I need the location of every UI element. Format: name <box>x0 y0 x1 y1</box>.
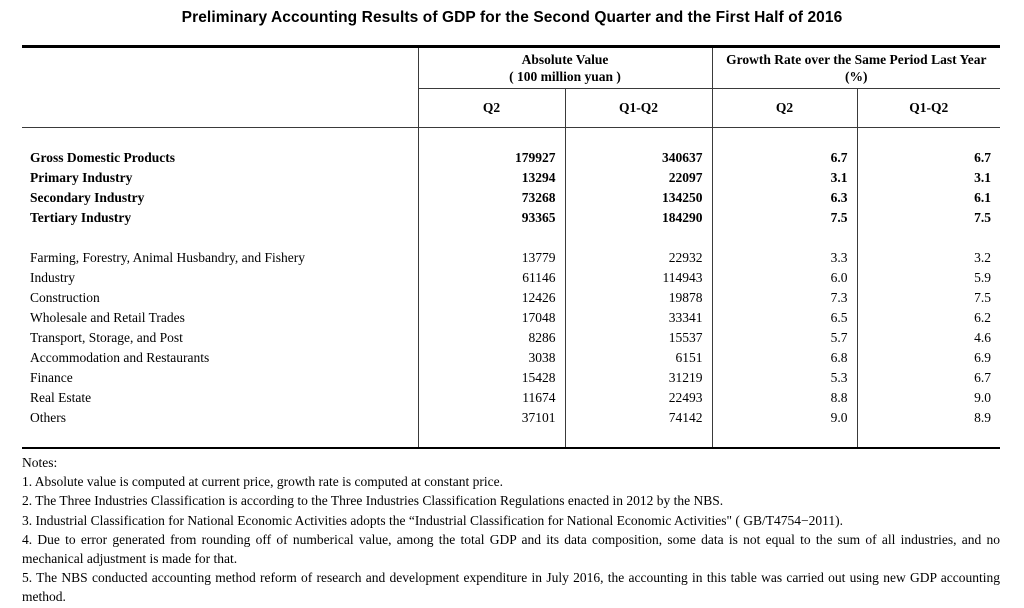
value-cell: 3.1 <box>712 168 857 188</box>
value-cell <box>857 228 1000 248</box>
value-cell: 6.9 <box>974 349 992 365</box>
value-cell: 7.3 <box>712 288 857 308</box>
row-label-cell: Finance <box>22 368 418 388</box>
group-header-row <box>22 47 1000 89</box>
value-cell: 5.3 <box>712 368 857 388</box>
row-label-cell: Real Estate <box>22 388 418 408</box>
value-cell: 17048 <box>418 308 565 328</box>
value-cell: 5.9 <box>974 269 992 285</box>
value-cell: 114943 <box>565 268 712 288</box>
table-row <box>22 388 1000 408</box>
notes-section <box>22 453 1000 607</box>
value-cell: 73268 <box>418 188 565 208</box>
row-label-cell: Construction <box>22 288 418 308</box>
value-cell: 6.7 <box>974 149 992 165</box>
value-cell <box>418 428 565 448</box>
value-cell: 13779 <box>418 248 565 268</box>
value-cell: 8.8 <box>712 388 857 408</box>
value-cell: 19878 <box>565 288 712 308</box>
value-cell: 340637 <box>565 148 712 168</box>
value-cell: 9.0 <box>974 389 992 405</box>
row-label-cell: Gross Domestic Products <box>22 148 418 168</box>
value-cell: 3038 <box>418 348 565 368</box>
table-row <box>22 168 1000 188</box>
value-cell: 74142 <box>565 408 712 428</box>
row-label-cell: Secondary Industry <box>22 188 418 208</box>
value-cell: 6.3 <box>712 188 857 208</box>
growth-rate-title: Growth Rate over the Same Period Last Year <box>726 52 987 67</box>
table-row <box>22 268 1000 288</box>
row-label-cell: Accommodation and Restaurants <box>22 348 418 368</box>
spacer-row <box>22 228 1000 248</box>
table-row <box>22 368 1000 388</box>
value-cell <box>565 128 712 148</box>
value-cell: 6.5 <box>712 308 857 328</box>
table-row <box>22 148 1000 168</box>
header-growth-rate <box>712 47 1000 89</box>
table-row <box>22 308 1000 328</box>
row-label-cell <box>22 228 418 248</box>
header-stub-cell <box>22 47 418 128</box>
row-label-cell: Primary Industry <box>22 168 418 188</box>
header-absolute-value <box>418 47 712 89</box>
value-cell: 9.0 <box>712 408 857 428</box>
value-cell: 11674 <box>418 388 565 408</box>
value-cell <box>712 428 857 448</box>
value-cell <box>857 428 1000 448</box>
subheader-growth-q1q2: Q1-Q2 <box>857 89 1000 128</box>
value-cell: 8286 <box>418 328 565 348</box>
note-item: 2. The Three Industries Classification is according to the Three Industries Classification Regulations enacted in 2012 by the NBS. <box>22 493 724 509</box>
value-cell: 22493 <box>565 388 712 408</box>
value-cell: 61146 <box>418 268 565 288</box>
spacer-row <box>22 128 1000 148</box>
row-label-cell: Wholesale and Retail Trades <box>22 308 418 328</box>
value-cell <box>712 128 857 148</box>
row-label-cell: Others <box>22 408 418 428</box>
row-label-cell: Transport, Storage, and Post <box>22 328 418 348</box>
subheader-absolute-q1q2: Q1-Q2 <box>565 89 712 128</box>
value-cell: 12426 <box>418 288 565 308</box>
value-cell: 33341 <box>565 308 712 328</box>
value-cell <box>418 228 565 248</box>
value-cell: 37101 <box>418 408 565 428</box>
value-cell: 7.5 <box>712 208 857 228</box>
table-row <box>22 348 1000 368</box>
table-row <box>22 328 1000 348</box>
value-cell <box>857 128 1000 148</box>
subheader-growth-q2: Q2 <box>712 89 857 128</box>
value-cell <box>712 228 857 248</box>
value-cell: 5.7 <box>712 328 857 348</box>
value-cell: 4.6 <box>974 329 992 345</box>
row-label-cell: Industry <box>22 268 418 288</box>
value-cell: 7.5 <box>974 209 992 225</box>
value-cell: 6151 <box>565 348 712 368</box>
value-cell: 22097 <box>565 168 712 188</box>
value-cell: 3.3 <box>712 248 857 268</box>
value-cell: 134250 <box>565 188 712 208</box>
table-body <box>22 128 1000 448</box>
table-row <box>22 188 1000 208</box>
value-cell: 22932 <box>565 248 712 268</box>
absolute-value-title: Absolute Value <box>521 52 609 67</box>
note-item: 3. Industrial Classification for National Economic Activities adopts the “Industrial Classification for National Economic Activities" ( GB/T4754−2011). <box>22 512 843 528</box>
value-cell: 31219 <box>565 368 712 388</box>
value-cell <box>418 128 565 148</box>
page-title: Preliminary Accounting Results of GDP for the Second Quarter and the First Half of 2016 <box>181 9 843 26</box>
value-cell: 3.1 <box>974 169 992 185</box>
note-item: 5. The NBS conducted accounting method reform of research and development expenditure in July 2016, the accounting in this table was carried out using new GDP accounting method. <box>22 570 1000 605</box>
value-cell: 15537 <box>565 328 712 348</box>
value-cell: 184290 <box>565 208 712 228</box>
row-label-cell: Tertiary Industry <box>22 208 418 228</box>
spacer-row <box>22 428 1000 448</box>
table-row <box>22 408 1000 428</box>
value-cell <box>565 428 712 448</box>
value-cell: 93365 <box>418 208 565 228</box>
value-cell: 3.2 <box>974 249 992 265</box>
table-row <box>22 248 1000 268</box>
notes-heading: Notes: <box>22 455 58 470</box>
note-item: 4. Due to error generated from rounding off of numberical value, among the total GDP and its data composition, some data is not equal to the sum of all industries, and no mechanical adjustment is made for that. <box>22 531 1000 567</box>
row-label-cell: Farming, Forestry, Animal Husbandry, and Fishery <box>22 248 418 268</box>
gdp-results-table <box>22 45 1000 449</box>
value-cell: 8.9 <box>974 409 992 425</box>
value-cell: 6.2 <box>974 309 992 325</box>
table-row <box>22 288 1000 308</box>
value-cell: 13294 <box>418 168 565 188</box>
row-label-cell <box>22 428 418 448</box>
value-cell: 179927 <box>418 148 565 168</box>
value-cell: 6.8 <box>712 348 857 368</box>
value-cell: 6.0 <box>712 268 857 288</box>
absolute-value-unit: ( 100 million yuan ) <box>509 69 621 84</box>
subheader-absolute-q2: Q2 <box>418 89 565 128</box>
value-cell: 6.7 <box>974 369 992 385</box>
value-cell: 7.5 <box>974 289 992 305</box>
growth-rate-unit: (%) <box>845 69 868 84</box>
value-cell: 6.7 <box>712 148 857 168</box>
row-label-cell <box>22 128 418 148</box>
note-item: 1. Absolute value is computed at current price, growth rate is computed at constant price. <box>22 474 503 490</box>
value-cell: 15428 <box>418 368 565 388</box>
value-cell <box>565 228 712 248</box>
value-cell: 6.1 <box>974 189 992 205</box>
table-row <box>22 208 1000 228</box>
